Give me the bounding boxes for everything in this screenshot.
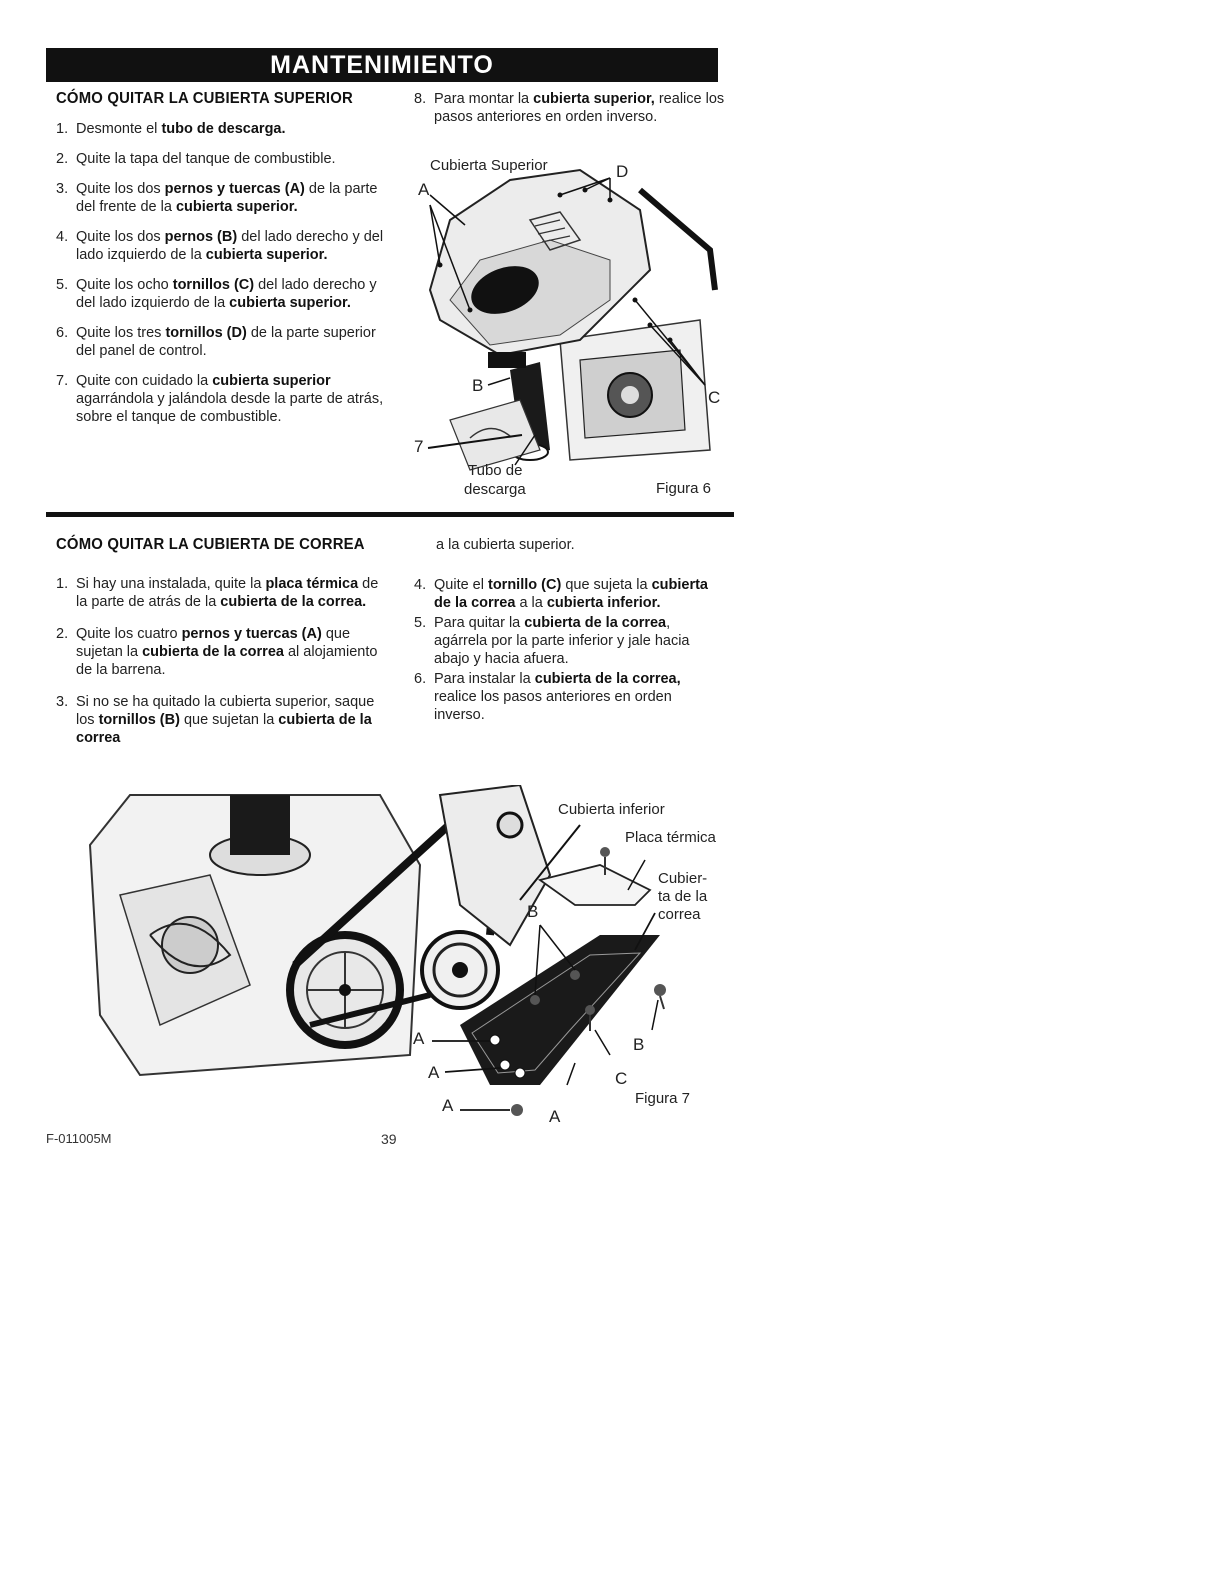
bold-term: pernos y tuercas (A) (181, 626, 322, 642)
label-b: B (527, 902, 539, 921)
step-body (76, 181, 377, 215)
step-text: de la parte del frente de la (76, 181, 378, 215)
step-text: , agárrela por la parte inferior y jale hacia abajo y hacia afuera. (434, 615, 690, 667)
step-body (434, 615, 690, 667)
section-divider (46, 512, 734, 517)
step-item (46, 180, 386, 216)
bold-term: cubierta superior. (175, 199, 298, 215)
label-cubierta-correa-2: ta de la (658, 888, 708, 905)
step-body (434, 577, 708, 611)
figure-7-caption: Figura 7 (635, 1090, 691, 1107)
step-text: Para quitar la (434, 615, 525, 631)
bold-term: cubierta superior, (533, 91, 655, 107)
label-cubierta-correa-3: correa (658, 906, 701, 923)
step-text: al alojamiento de la barrena. (76, 644, 378, 678)
step-number: 5. (56, 277, 69, 293)
step-item (46, 324, 386, 360)
section-banner: MANTENIMIENTO (46, 48, 718, 82)
step-number: 4. (56, 229, 69, 245)
step-3-continuation (404, 536, 726, 554)
step-item (404, 576, 726, 612)
step-text: Quite los dos (76, 181, 165, 197)
figure-6-illustration (410, 150, 730, 500)
figure-7 (80, 785, 730, 1130)
label-a: A (413, 1029, 425, 1048)
bold-term: cubierta superior. (205, 247, 328, 263)
step-number: 8. (414, 91, 427, 107)
bold-term: tornillos (D) (165, 325, 247, 341)
step-number: 4. (414, 577, 427, 593)
page-number: 39 (381, 1131, 397, 1147)
step-number: 7. (56, 373, 69, 389)
step-text: realice los pasos anteriores en orden inverso. (434, 91, 725, 125)
label-a: A (418, 180, 430, 199)
step-item (46, 372, 386, 426)
bold-term: tubo de descarga. (161, 121, 286, 137)
bold-term: pernos (B) (164, 229, 238, 245)
label-a: A (549, 1107, 561, 1126)
label-tubo-de: Tubo de (468, 462, 523, 479)
bold-term: cubierta superior. (229, 295, 351, 311)
step-item (404, 614, 726, 668)
section1-steps-right (404, 90, 726, 138)
step-text: realice los pasos anteriores en orden inverso. (434, 689, 672, 723)
step-text: del lado derecho y del lado izquierdo de la (76, 277, 377, 311)
bold-term: tornillos (C) (172, 277, 255, 293)
step-number: 2. (56, 626, 69, 642)
step-number: 2. (56, 151, 69, 167)
step-text: Para montar la (434, 91, 534, 107)
step-body (76, 325, 376, 359)
bold-term: cubierta de la correa (434, 577, 709, 611)
label-cubierta-superior: Cubierta Superior (430, 157, 548, 174)
label-7: 7 (414, 437, 424, 456)
step-text: Quite los dos (76, 229, 165, 245)
label-d: D (616, 162, 629, 181)
step-text: que sujetan la (179, 712, 279, 728)
label-cubierta-inferior: Cubierta inferior (558, 801, 665, 818)
step-text: Si no se ha quitado la cubierta superior, saque los (76, 694, 375, 728)
bold-term: tornillo (C) (488, 577, 562, 593)
document-code: F-011005M (46, 1131, 112, 1146)
step-item (46, 276, 386, 312)
bold-term: cubierta de la correa. (220, 594, 367, 610)
label-b: B (472, 376, 484, 395)
bold-term: cubierta de la correa, (534, 671, 681, 687)
step-text: de la parte de atrás de la (76, 576, 379, 610)
step-text: Si hay una instalada, quite la (76, 576, 266, 592)
step-body (76, 121, 286, 137)
step-item (46, 228, 386, 264)
step-text: Desmonte el (76, 121, 162, 137)
bold-term: tornillos (B) (98, 712, 180, 728)
step-item (46, 150, 386, 168)
step-text: agarrándola y jalándola desde la parte de atrás, sobre el tanque de combustible. (76, 391, 384, 425)
step-item (404, 90, 726, 126)
step-number: 6. (56, 325, 69, 341)
label-placa-termica: Placa térmica (625, 829, 716, 846)
section1-steps-left (46, 120, 386, 438)
step-body (76, 576, 378, 610)
bold-term: cubierta de la correa (142, 644, 284, 660)
step-text: que sujeta la (561, 577, 652, 593)
step-item (46, 693, 386, 747)
step-item (46, 120, 386, 138)
label-a: A (442, 1096, 454, 1115)
step-text: Quite el (434, 577, 488, 593)
step-text: a la cubierta superior. (436, 537, 575, 553)
step-text: a la (515, 595, 547, 611)
step-item (404, 670, 726, 724)
step-text: Quite los tres (76, 325, 166, 341)
section2-steps-right (404, 576, 726, 726)
step-text: Quite la tapa del tanque de combustible. (76, 151, 336, 167)
label-a: A (428, 1063, 440, 1082)
section1-title: CÓMO QUITAR LA CUBIERTA SUPERIOR (56, 90, 353, 107)
step-body (76, 694, 374, 746)
step-number: 1. (56, 576, 69, 592)
bold-term: placa térmica (265, 576, 359, 592)
label-c: C (615, 1069, 628, 1088)
label-c: C (708, 388, 721, 407)
step-text: Quite los ocho (76, 277, 173, 293)
step-body (76, 277, 377, 311)
step-text: Quite los cuatro (76, 626, 182, 642)
label-cubierta-correa-1: Cubier- (658, 870, 708, 887)
step-number: 3. (56, 694, 69, 710)
label-descarga: descarga (464, 481, 526, 498)
step-number: 5. (414, 615, 427, 631)
step-text: Quite con cuidado la (76, 373, 213, 389)
step-body (434, 91, 724, 125)
step-body (76, 229, 383, 263)
section2-title: CÓMO QUITAR LA CUBIERTA DE CORREA (56, 536, 365, 553)
step-body (434, 671, 681, 723)
bold-term: cubierta inferior. (546, 595, 661, 611)
bold-term: cubierta superior (212, 373, 331, 389)
step-body (76, 151, 336, 167)
step-number: 3. (56, 181, 69, 197)
step-text: de la parte superior del panel de control. (76, 325, 376, 359)
label-b: B (633, 1035, 645, 1054)
step-text: que sujetan la (76, 626, 351, 660)
step-number: 1. (56, 121, 69, 137)
step-number: 6. (414, 671, 427, 687)
step-body (76, 373, 383, 425)
step-body (76, 626, 377, 678)
step-text: del lado derecho y del lado izquierdo de la (76, 229, 384, 263)
figure-6 (410, 150, 730, 500)
figure-6-caption: Figura 6 (656, 480, 712, 497)
bold-term: cubierta de la correa (524, 615, 667, 631)
section2-steps-left (46, 575, 386, 759)
step-item (46, 625, 386, 679)
bold-term: pernos y tuercas (A) (164, 181, 305, 197)
step-text: Para instalar la (434, 671, 535, 687)
bold-term: cubierta de la correa (76, 712, 372, 746)
step-item (46, 575, 386, 611)
